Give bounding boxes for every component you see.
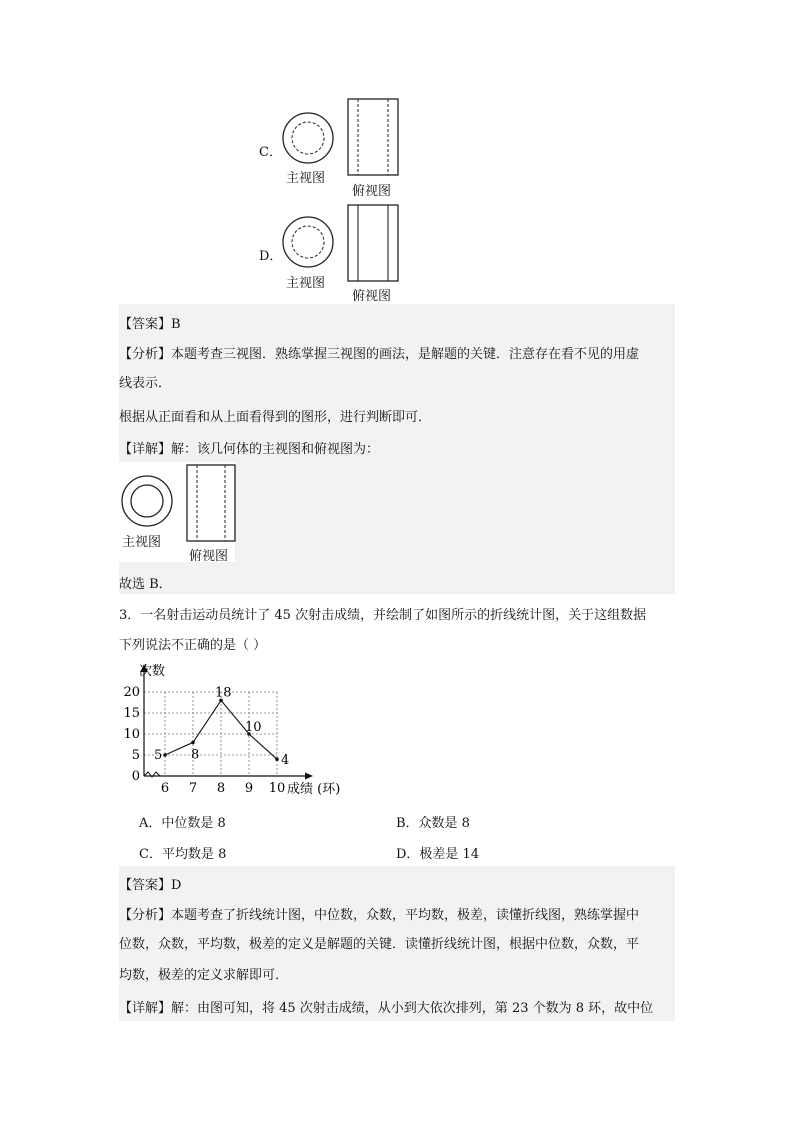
q2-front-label: 主视图: [122, 535, 162, 550]
chart-y-tick-label: 0: [131, 769, 140, 784]
option-c-front-label: 主视图: [286, 171, 326, 186]
option-c-top-view: [347, 98, 399, 176]
chart-data-point: [275, 757, 279, 761]
q2-answer: 【答案】B: [119, 317, 181, 332]
q3-analysis-line-3: 均数，极差的定义求解即可．: [119, 968, 289, 983]
chart-data-point: [191, 741, 195, 745]
q2-top-label: 俯视图: [189, 549, 229, 564]
q2-analysis-line-3: 根据从正面看和从上面看得到的图形，进行判断即可．: [119, 410, 432, 425]
chart-x-tick-label: 10: [268, 781, 286, 796]
chart-y-tick-label: 10: [123, 727, 140, 742]
chart-data-label: 5: [154, 748, 163, 763]
q3-line-chart: [119, 660, 359, 800]
q2-conclusion: 故选 B．: [119, 577, 172, 592]
q2-detail: 【详解】解：该几何体的主视图和俯视图为：: [119, 442, 380, 457]
q2-analysis-line-2: 线表示．: [119, 376, 172, 391]
chart-x-axis-arrow: [305, 773, 313, 780]
chart-ticks: [123, 685, 285, 796]
chart-y-tick-label: 5: [131, 748, 140, 763]
chart-data-label: 10: [245, 720, 262, 735]
q3-answer: 【答案】D: [119, 878, 182, 893]
chart-x-tick-label: 9: [244, 781, 254, 796]
option-d-front-view: [280, 214, 336, 270]
q3-stem-line-2: 下列说法不正确的是（ ）: [119, 638, 267, 653]
chart-data-label: 8: [191, 747, 200, 763]
chart-x-axis-label: 成绩 (环): [287, 782, 341, 797]
chart-data-label: 4: [281, 753, 290, 769]
option-d-top-label: 俯视图: [352, 289, 392, 304]
chart-x-tick-label: 7: [188, 781, 198, 796]
chart-y-axis-label: 次数: [139, 664, 166, 679]
q3-analysis-line-1: 【分析】本题考查了折线统计图，中位数，众数，平均数，极差，读懂折线图，熟练掌握中: [119, 908, 640, 923]
chart-x-tick-label: 6: [160, 781, 170, 796]
option-d-letter: D．: [259, 249, 283, 264]
chart-labels: [154, 685, 289, 768]
chart-y-tick-label: 20: [123, 685, 140, 700]
q3-option-c: C．平均数是 8: [139, 847, 227, 862]
option-c-top-label: 俯视图: [352, 184, 392, 199]
chart-x-tick-label: 8: [216, 781, 226, 796]
chart-y-tick-label: 15: [123, 706, 140, 721]
q2-analysis-line-1: 【分析】本题考查三视图．熟练掌握三视图的画法，是解题的关键．注意存在看不见的用虚: [119, 347, 640, 362]
q3-option-d: D．极差是 14: [396, 847, 480, 862]
chart-data-label: 18: [215, 685, 232, 701]
q3-analysis-line-2: 位数，众数，平均数，极差的定义是解题的关键．读懂折线统计图，根据中位数，众数，平: [119, 937, 640, 952]
q2-top-view: [186, 464, 236, 542]
q3-option-a: A．中位数是 8: [139, 816, 226, 831]
option-d-front-label: 主视图: [286, 276, 326, 291]
q3-option-b: B．众数是 8: [396, 816, 470, 831]
option-c-front-view: [280, 110, 336, 166]
q2-front-view: [120, 474, 174, 528]
option-d-top-view: [347, 204, 399, 282]
q3-detail: 【详解】解：由图可知，将 45 次射击成绩，从小到大依次排列，第 23 个数为 8 环，故中位: [119, 1001, 654, 1016]
option-c-letter: C．: [259, 145, 282, 160]
q3-stem-line-1: 3．一名射击运动员统计了 45 次射击成绩，并绘制了如图所示的折线统计图，关于这组数据: [119, 608, 647, 623]
chart-data-point: [163, 753, 167, 757]
